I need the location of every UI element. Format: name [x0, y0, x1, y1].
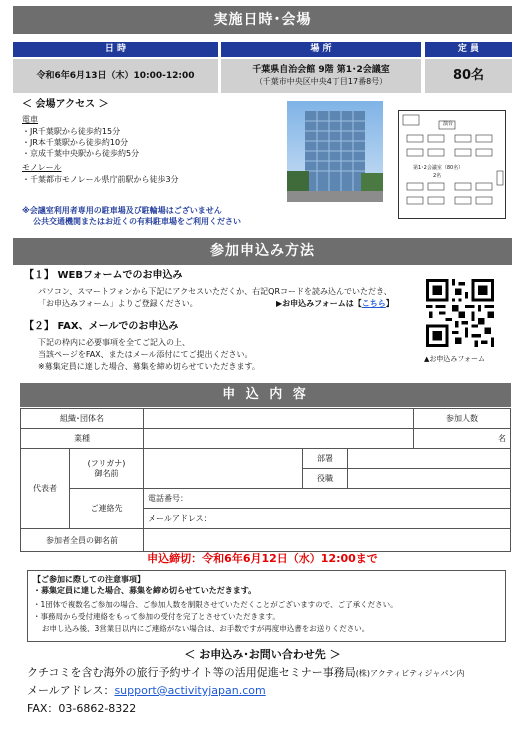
header-capacity: 定 員 — [425, 42, 512, 57]
cell-capacity — [425, 59, 512, 93]
rep-label: 代表者 — [21, 449, 70, 529]
contact-email-link[interactable]: support@activityjapan.com — [114, 684, 266, 697]
cell-venue — [221, 59, 421, 93]
notes-item: お申し込み後、3営業日以内にご連絡がない場合は、お手数ですが再度申込書をお送りください。 — [42, 624, 370, 633]
phone-label: 電話番号： — [148, 494, 188, 503]
contact-email-label: メールアドレス： — [27, 684, 115, 697]
position-input[interactable] — [348, 469, 511, 489]
web-form-link[interactable]: こちら — [361, 299, 386, 308]
industry-input[interactable] — [144, 429, 414, 449]
method1-line2: 「お申込みフォーム」よりご登録ください。 — [38, 299, 198, 308]
qr-code[interactable] — [426, 279, 494, 347]
parking-note-line2: 公共交通機関またはお近くの有料駐車場をご利用ください — [33, 217, 241, 226]
notes-title: 【ご参加に際しての注意事項】 — [33, 575, 145, 584]
participants-input[interactable] — [414, 429, 511, 449]
name-label: 御名前 — [94, 468, 119, 478]
header-datetime: 日 時 — [13, 42, 218, 57]
access-block — [22, 98, 284, 185]
access-title: ＜ 会場アクセス ＞ — [22, 99, 109, 110]
phone-field[interactable] — [144, 489, 511, 509]
method2-title: 【２】 FAX、メールでのお申込み — [24, 321, 179, 332]
org-input[interactable] — [144, 409, 414, 429]
floor-caption: 第1･2会議室（80名） — [413, 165, 464, 171]
furigana-name-label — [70, 449, 144, 489]
contact-org-row — [27, 665, 464, 681]
deadline: 申込締切：令和6年6月12日（水）12:00まで — [147, 552, 378, 565]
venue-name: 千葉県自治会館 9階 第1･2会議室 — [252, 65, 390, 75]
all-names-label: 参加者全員の御名前 — [21, 529, 144, 552]
name-input[interactable] — [144, 449, 303, 489]
furigana-label: (フリガナ) — [87, 458, 126, 468]
dept-label: 部署 — [303, 449, 348, 469]
email-field[interactable] — [144, 509, 511, 529]
cell-datetime — [13, 59, 218, 93]
all-names-input[interactable] — [144, 529, 511, 552]
method2-line1: 下記の枠内に必要事項を全てご記入の上、 — [38, 338, 190, 347]
datetime-value: 令和6年6月13日（木）10:00-12:00 — [36, 71, 195, 81]
method2-line3: ※募集定員に達した場合、募集を締め切らせていただきます。 — [38, 362, 260, 371]
monorail-label: モノレール — [22, 163, 62, 172]
contact-title: ＜ お申込み･お問い合わせ先 ＞ — [184, 648, 341, 661]
contact-email-row — [27, 683, 266, 698]
dept-input[interactable] — [348, 449, 511, 469]
floor-plan — [398, 110, 506, 219]
qr-caption: ▲お申込みフォーム — [424, 355, 486, 363]
link-prefix: ▶お申込みフォームは【 — [276, 299, 362, 308]
notes-box — [27, 570, 506, 642]
link-suffix: 】 — [385, 299, 394, 308]
floor-podium-label: 演台 — [442, 121, 453, 127]
section-title-venue: 実施日時･会場 — [13, 6, 512, 34]
form-title: 申 込 内 容 — [20, 383, 511, 407]
method1-line1: パソコン、スマートフォンから下記にアクセスいただくか、右記QRコードを読み込んでいただき、 — [38, 287, 392, 296]
venue-building-photo — [287, 101, 383, 202]
notes-item: ・事務局から受付連絡をもって参加の受付を完了とさせていただきます。 — [33, 612, 280, 621]
org-label: 組織･団体名 — [21, 409, 144, 429]
industry-label: 業種 — [21, 429, 144, 449]
parking-note — [22, 205, 241, 227]
contact-label: ご連絡先 — [70, 489, 144, 529]
train-item: ・JR本千葉駅から徒歩約10分 — [22, 138, 129, 147]
web-form-link-row — [276, 298, 394, 309]
venue-address: （千葉市中央区中央4丁目17番8号） — [254, 77, 388, 86]
method2-line2: 当該ページをFAX、またはメール添付にてご提出ください。 — [38, 350, 253, 359]
train-item: ・JR千葉駅から徒歩約15分 — [22, 127, 121, 136]
contact-fax: FAX：03-6862-8322 — [27, 702, 137, 715]
position-label: 役職 — [303, 469, 348, 489]
capacity-value: 80名 — [452, 68, 485, 83]
parking-note-line1: ※会議室利用者専用の駐車場及び駐輪場はございません — [22, 206, 222, 215]
contact-org: クチコミを含む海外の旅行予約サイト等の活用促進セミナー事務局 — [27, 666, 356, 679]
floor-seats-label: 2名 — [433, 173, 442, 179]
contact-company: (株)アクティビティジャパン内 — [355, 669, 465, 678]
notes-item: ・1団体で複数名ご参加の場合、ご参加人数を制限させていただくことがございますので、ご了承ください。 — [33, 600, 398, 609]
notes-item: ・募集定員に達した場合、募集を締め切らせていただきます。 — [33, 586, 257, 595]
section-title-method: 参加申込み方法 — [13, 238, 512, 265]
train-item: ・京成千葉中央駅から徒歩約5分 — [22, 149, 140, 158]
method1-title: 【１】 WEBフォームでのお申込み — [24, 270, 183, 281]
header-venue: 場 所 — [221, 42, 421, 57]
monorail-item: ・千葉都市モノレール県庁前駅から徒歩3分 — [22, 175, 179, 184]
application-form — [20, 408, 511, 552]
unit-label: 名 — [498, 434, 506, 443]
train-label: 電車 — [22, 115, 38, 124]
email-label: メールアドレス： — [148, 514, 212, 523]
participants-label: 参加人数 — [414, 409, 511, 429]
